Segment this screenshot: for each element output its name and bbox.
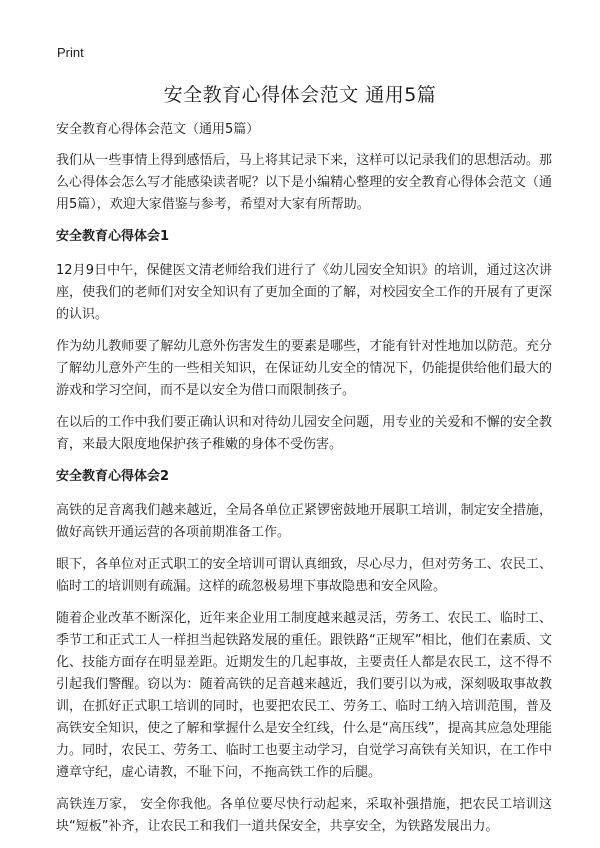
section-heading-2: 安全教育心得体会2 [56,469,170,484]
section-2-paragraph-3: 随着企业改革不断深化，近年来企业用工制度越来越灵活，劳务工、农民工、临时工、季节工和正式工人一样担当起铁路发展的重任。跟铁路“正规军”相比，他们在素质、文化、技能方面存在明显差距。近期发生的几起事故，主要责任人都是农民工，这不得不引起我们警醒。窃以为：随着高铁的足音越来越近，我们要引以为戒，深刻吸取事故教训，在抓好正式职工培训的同时，也要把农民工、劳务工、临时工纳入培训范围，普及高铁安全知识，使之了解和掌握什么是安全红线，什么是“高压线”，提高其应急处理能力。同时，农民工、劳务工、临时工也要主动学习，自觉学习高铁有关知识，在工作中遵章守纪，虚心请教，不耻下问，不拖高铁工作的后腿。 [56,611,552,780]
section-2-paragraph-2: 眼下，各单位对正式职工的安全培训可谓认真细致，尽心尽力，但对劳务工、农民工、临时工的培训则有疏漏。这样的疏忽极易埋下事故隐患和安全风险。 [56,557,552,594]
document-subtitle: 安全教育心得体会范文（通用5篇） [56,122,260,137]
section-2-paragraph-4: 高铁连万家， 安全你我他。各单位要尽快行动起来，采取补强措施，把农民工培训这块“短板”补齐，让农民工和我们一道共保安全，共享安全，为铁路发展出力。 [56,797,552,834]
section-heading-1: 安全教育心得体会1 [56,229,170,244]
print-link[interactable]: Print [57,45,84,60]
section-1-paragraph-3: 在以后的工作中我们要正确认识和对待幼儿园安全问题，用专业的关爱和不懈的安全教育，来最大限度地保护孩子稚嫩的身体不受伤害。 [56,415,552,452]
section-1-paragraph-2: 作为幼儿教师要了解幼儿意外伤害发生的要素是哪些，才能有针对性地加以防范。充分了解幼儿意外产生的一些相关知识，在保证幼儿安全的情况下，仍能提供给他们最大的游戏和学习空间，而不是以安全为借口而限制孩子。 [56,339,552,398]
page-title: 安全教育心得体会范文 通用5篇 [163,84,437,106]
section-2-paragraph-1: 高铁的足音离我们越来越近，全局各单位正紧锣密鼓地开展职工培训，制定安全措施，做好高铁开通运营的各项前期准备工作。 [56,503,552,540]
document-body [56,119,552,848]
intro-paragraph: 我们从一些事情上得到感悟后，马上将其记录下来，这样可以记录我们的思想活动。那么心得体会怎么写才能感染读者呢？以下是小编精心整理的安全教育心得体会范文（通用5篇），欢迎大家借鉴与参考，希望对大家有所帮助。 [56,153,552,212]
section-1-paragraph-1: 12月9日中午，保健医文清老师给我们进行了《幼儿园安全知识》的培训，通过这次讲座，使我们的老师们对安全知识有了更加全面的了解，对校园安全工作的开展有了更深的认识。 [56,263,552,322]
